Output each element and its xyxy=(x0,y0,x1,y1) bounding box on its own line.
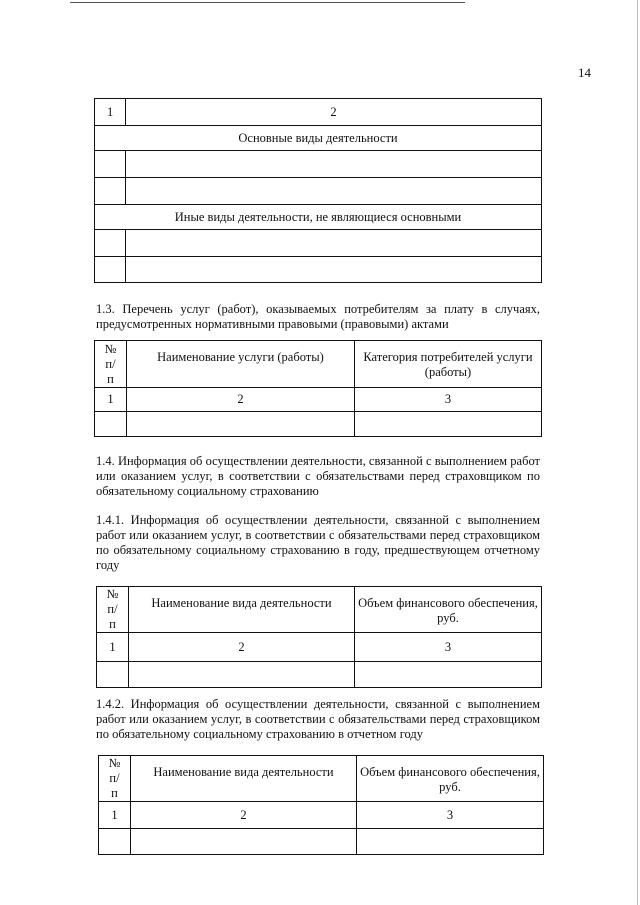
header-cell-2: 2 xyxy=(126,99,542,126)
table-cell xyxy=(95,151,126,178)
table-row xyxy=(97,662,542,688)
section-title-other: Иные виды деятельности, не являющиеся основными xyxy=(95,205,542,230)
table-header-row xyxy=(97,587,542,633)
activities-table xyxy=(94,98,542,283)
table-cell xyxy=(95,230,126,257)
table-header-row xyxy=(95,341,542,388)
table-row xyxy=(99,829,544,855)
table-cell xyxy=(355,412,542,437)
header-cell-1: 1 xyxy=(95,99,126,126)
table-cell xyxy=(126,257,542,283)
section-row-other xyxy=(95,205,542,230)
activity-table-reporting-year xyxy=(98,755,544,855)
col-number-header: № п/п xyxy=(97,587,129,633)
section-title-main: Основные виды деятельности xyxy=(95,126,542,151)
table-cell xyxy=(97,662,129,688)
section-row-main xyxy=(95,126,542,151)
col-num-3: 3 xyxy=(357,802,544,829)
col-num-2: 2 xyxy=(127,388,355,412)
table-row xyxy=(95,99,542,126)
col-num-2: 2 xyxy=(131,802,357,829)
paragraph-1-4-1: 1.4.1. Информация об осуществлении деятельности, связанной с выполнением работ или оказанием услуг, в соответствии с обязательствами перед страховщиком по обязательному социальному страхованию в году, предшествующем отчетному году xyxy=(96,513,540,572)
col-num-3: 3 xyxy=(355,388,542,412)
table-row xyxy=(97,633,542,662)
col-num-1: 1 xyxy=(97,633,129,662)
table-cell xyxy=(99,829,131,855)
table-row xyxy=(99,802,544,829)
table-cell xyxy=(127,412,355,437)
top-rule xyxy=(70,2,465,3)
col-number-header: № п/п xyxy=(95,341,127,388)
paragraph-1-3: 1.3. Перечень услуг (работ), оказываемых потребителям за плату в случаях, предусмотренных нормативными правовыми (правовыми) актами xyxy=(96,302,540,331)
col-num-1: 1 xyxy=(99,802,131,829)
col-activity-header: Наименование вида деятельности xyxy=(131,756,357,802)
table-row xyxy=(95,412,542,437)
page-number: 14 xyxy=(578,65,591,80)
col-num-3: 3 xyxy=(355,633,542,662)
table-cell xyxy=(355,662,542,688)
paragraph-1-4: 1.4. Информация об осуществлении деятельности, связанной с выполнением работ или оказанием услуг, в соответствии с обязательствами перед страховщиком по обязательному социальному страхованию xyxy=(96,454,540,498)
table-cell xyxy=(126,178,542,205)
table-cell xyxy=(95,257,126,283)
col-amount-header: Объем финансового обеспечения, руб. xyxy=(355,587,542,633)
table-row xyxy=(95,151,542,178)
table-cell xyxy=(126,230,542,257)
services-table xyxy=(94,340,542,437)
paragraph-1-4-2: 1.4.2. Информация об осуществлении деятельности, связанной с выполнением работ или оказанием услуг, в соответствии с обязательствами перед страховщиком по обязательному социальному страхованию в отчетном году xyxy=(96,697,540,741)
col-name-header: Наименование услуги (работы) xyxy=(127,341,355,388)
table-row xyxy=(95,257,542,283)
activity-table-previous-year xyxy=(96,586,542,688)
col-category-header: Категория потребителей услуги (работы) xyxy=(355,341,542,388)
col-activity-header: Наименование вида деятельности xyxy=(129,587,355,633)
table-cell xyxy=(129,662,355,688)
table-cell xyxy=(357,829,544,855)
col-num-1: 1 xyxy=(95,388,127,412)
table-cell xyxy=(95,178,126,205)
page-edge xyxy=(637,0,638,905)
table-row xyxy=(95,230,542,257)
table-cell xyxy=(131,829,357,855)
table-row xyxy=(95,388,542,412)
table-cell xyxy=(126,151,542,178)
col-number-header: № п/п xyxy=(99,756,131,802)
table-cell xyxy=(95,412,127,437)
table-header-row xyxy=(99,756,544,802)
table-row xyxy=(95,178,542,205)
col-num-2: 2 xyxy=(129,633,355,662)
col-amount-header: Объем финансового обеспечения, руб. xyxy=(357,756,544,802)
